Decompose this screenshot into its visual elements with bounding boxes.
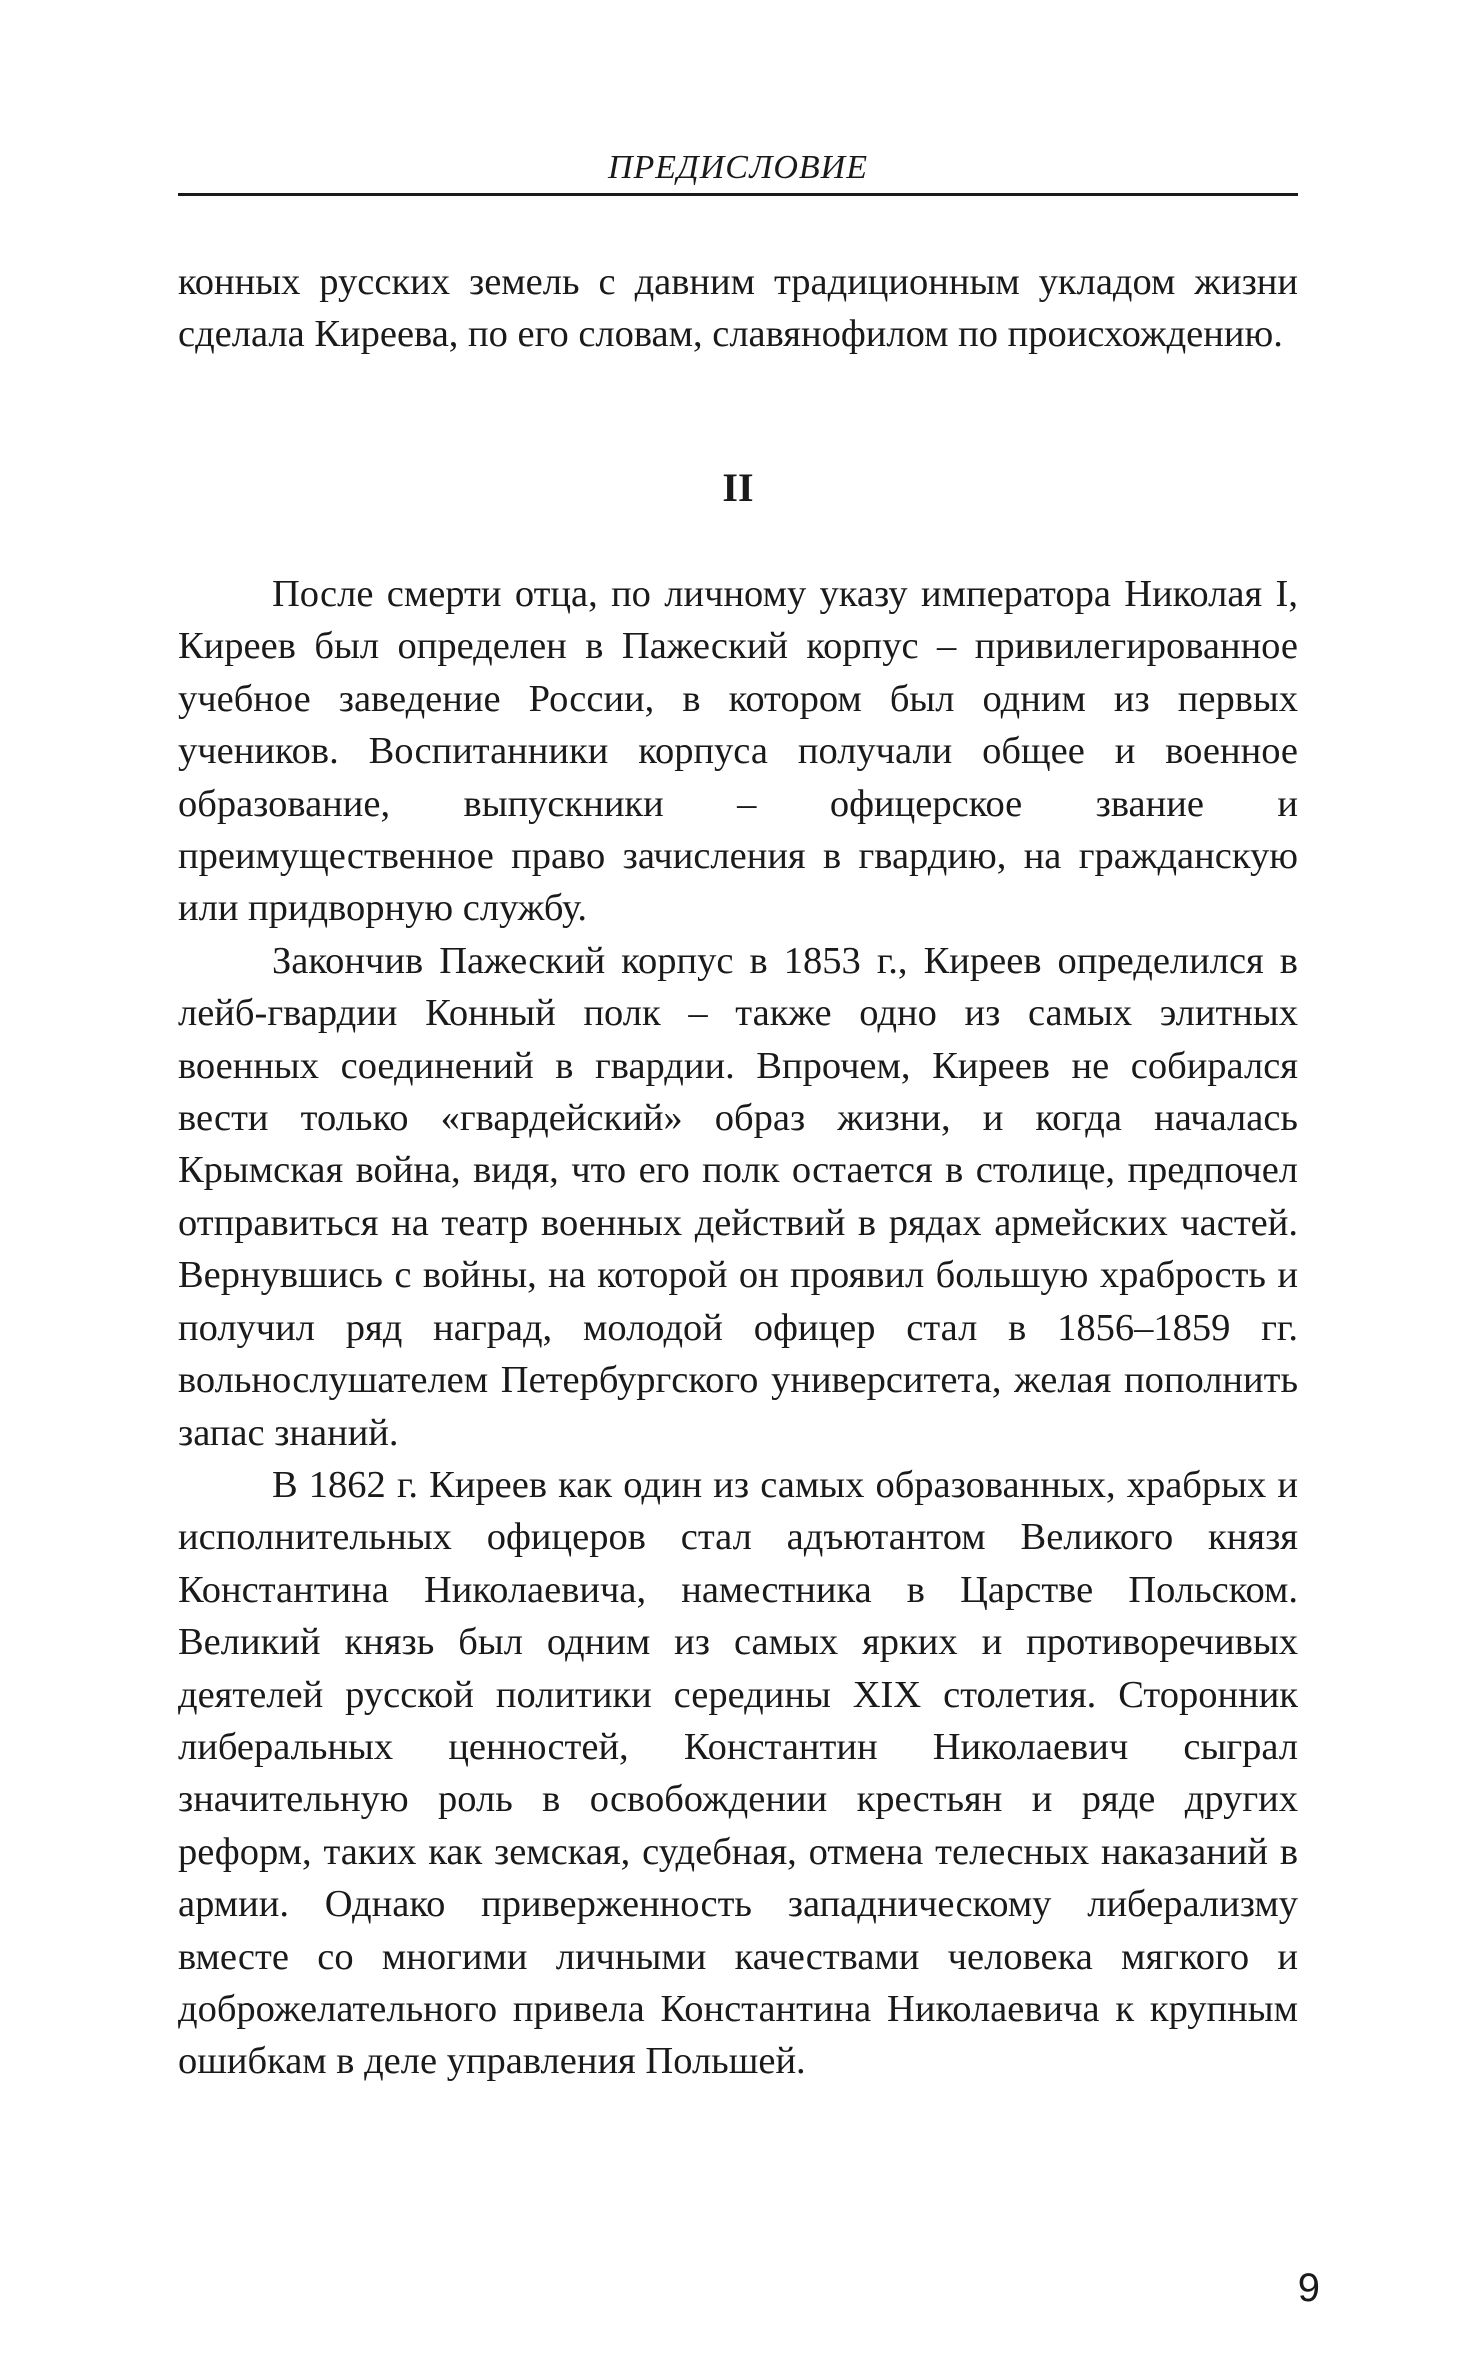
header-rule <box>178 193 1298 196</box>
running-head: ПРЕДИСЛОВИЕ <box>607 149 869 186</box>
section-number: II <box>722 465 754 510</box>
section-body <box>178 568 1298 2088</box>
continued-paragraph <box>178 256 1298 361</box>
page-number: 9 <box>1297 2266 1320 2310</box>
paragraph: В 1862 г. Киреев как один из самых образованных, храбрых и исполнительных офицеров стал адъютантом Великого князя Константина Николаевича, наместника в Царстве Польском. Великий князь был одним из самых ярких и противоречивых деятелей русской политики середины XIX столетия. Сторонник либеральных ценностей, Константин Николаевич сыграл значительную роль в освобождении крестьян и ряде других реформ, таких как земская, судебная, отмена телесных наказаний в армии. Однако приверженность западническому либерализму вместе со многими личными качествами человека мягкого и доброжелательного привела Константина Николаевича к крупным ошибкам в деле управления Польшей. <box>178 1463 1298 2083</box>
paragraph: После смерти отца, по личному указу императора Николая I, Киреев был определен в Пажеский корпус – привилегированное учебное заведение России, в котором был одним из первых учеников. Воспитанники корпуса получали общее и военное образование, выпускники – офицерское звание и преимущественное право зачисления в гвардию, на гражданскую или придворную службу. <box>178 573 1298 930</box>
paragraph-continuation: конных русских земель с давним традиционным укладом жизни сделала Киреева, по его словам, славянофилом по происхождению. <box>178 261 1298 356</box>
paragraph: Закончив Пажеский корпус в 1853 г., Киреев определился в лейб-гвардии Конный полк – также одно из самых элитных военных соединений в гвардии. Впрочем, Киреев не собирался вести только «гвардейский» образ жизни, и когда началась Крымская война, видя, что его полк остается в столице, предпочел отправиться на театр военных действий в рядах армейских частей. Вернувшись с войны, на которой он проявил большую храбрость и получил ряд наград, молодой офицер стал в 1856–1859 гг. вольнослушателем Петербургского университета, желая пополнить запас знаний. <box>178 939 1298 1454</box>
